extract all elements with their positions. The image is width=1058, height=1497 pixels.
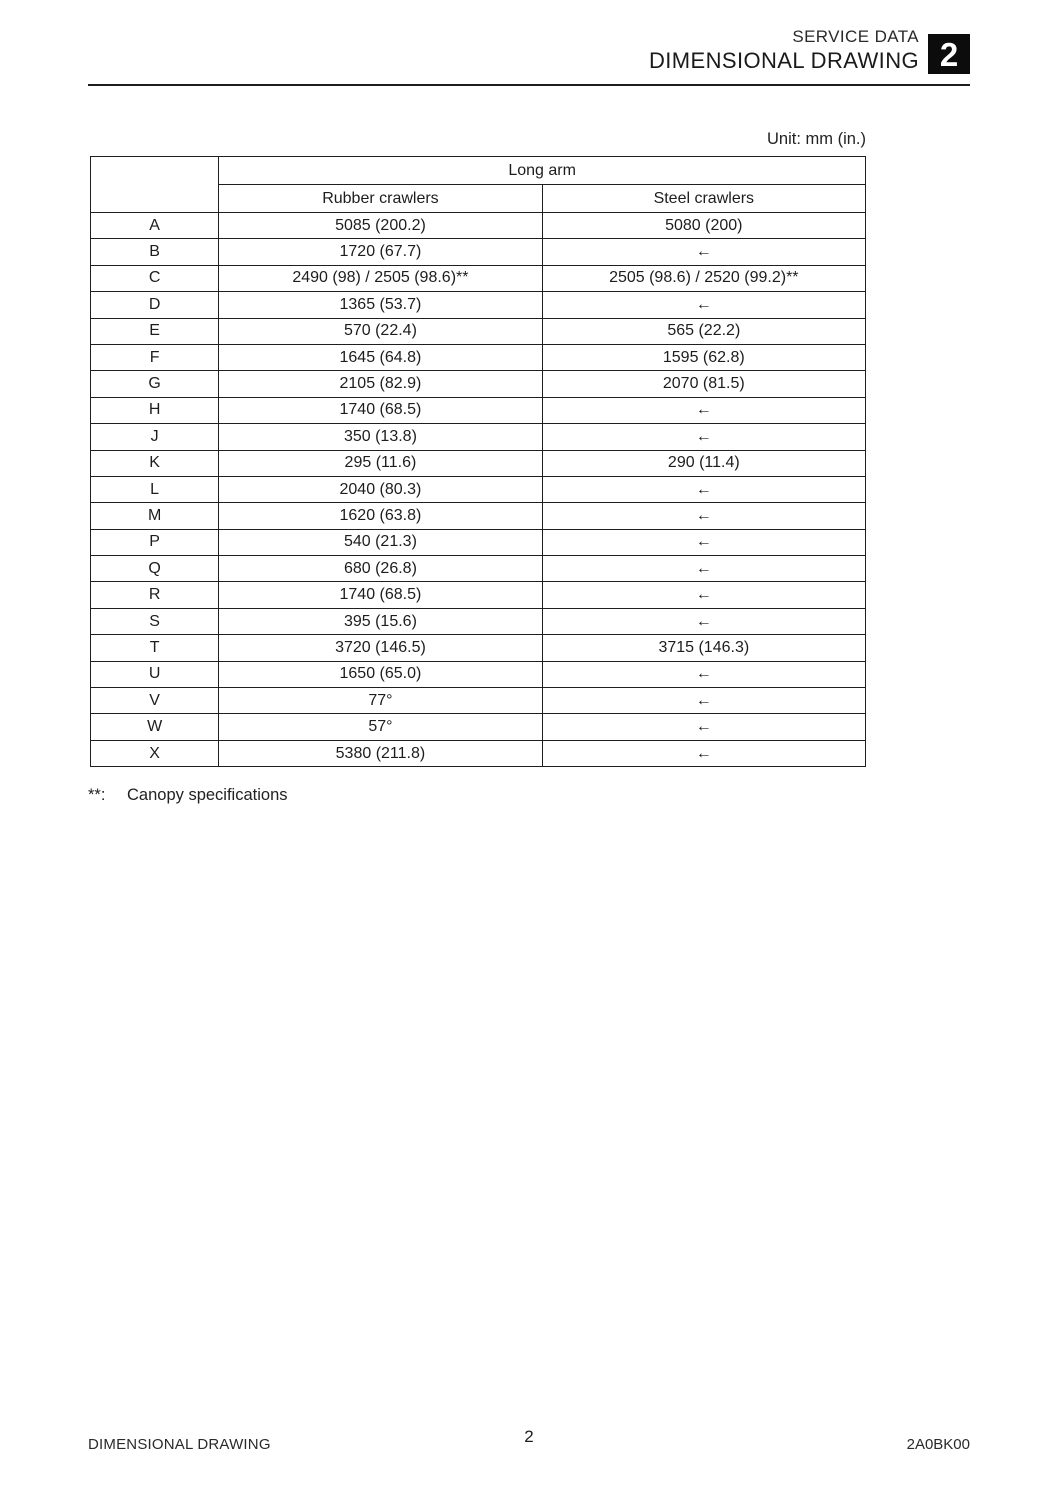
page-number: 2 xyxy=(524,1427,534,1446)
table-row xyxy=(91,688,866,714)
steel-crawlers-value: ← xyxy=(542,661,865,687)
rubber-crawlers-value: 1365 (53.7) xyxy=(219,292,542,318)
steel-crawlers-value: 2070 (81.5) xyxy=(542,371,865,397)
document-header xyxy=(649,27,970,74)
row-label: R xyxy=(91,582,219,608)
steel-crawlers-value: ← xyxy=(542,503,865,529)
steel-crawlers-value: ← xyxy=(542,714,865,740)
steel-crawlers-value: ← xyxy=(542,424,865,450)
rubber-crawlers-value: 57° xyxy=(219,714,542,740)
steel-crawlers-value: ← xyxy=(542,239,865,265)
column-header-steel: Steel crawlers xyxy=(542,185,865,213)
rubber-crawlers-value: 5085 (200.2) xyxy=(219,213,542,239)
table-row xyxy=(91,529,866,555)
table-row xyxy=(91,503,866,529)
rubber-crawlers-value: 77° xyxy=(219,688,542,714)
row-label: K xyxy=(91,450,219,476)
table-row xyxy=(91,213,866,239)
steel-crawlers-value: ← xyxy=(542,397,865,423)
row-label: G xyxy=(91,371,219,397)
table-row xyxy=(91,714,866,740)
table-row xyxy=(91,476,866,502)
row-label: H xyxy=(91,397,219,423)
unit-label: Unit: mm (in.) xyxy=(767,130,866,148)
steel-crawlers-value: 290 (11.4) xyxy=(542,450,865,476)
steel-crawlers-value: ← xyxy=(542,556,865,582)
row-label: S xyxy=(91,608,219,634)
rubber-crawlers-value: 1645 (64.8) xyxy=(219,344,542,370)
dimension-table-header xyxy=(91,157,866,213)
steel-crawlers-value: 1595 (62.8) xyxy=(542,344,865,370)
footnote-marker: **: xyxy=(88,786,106,804)
table-row xyxy=(91,371,866,397)
rubber-crawlers-value: 3720 (146.5) xyxy=(219,635,542,661)
steel-crawlers-value: ← xyxy=(542,740,865,766)
rubber-crawlers-value: 570 (22.4) xyxy=(219,318,542,344)
corner-cell xyxy=(91,157,219,213)
header-text-block xyxy=(649,27,919,74)
rubber-crawlers-value: 1720 (67.7) xyxy=(219,239,542,265)
row-label: M xyxy=(91,503,219,529)
rubber-crawlers-value: 1650 (65.0) xyxy=(219,661,542,687)
rubber-crawlers-value: 5380 (211.8) xyxy=(219,740,542,766)
row-label: B xyxy=(91,239,219,265)
footer-section-title: DIMENSIONAL DRAWING xyxy=(88,1436,271,1453)
table-row xyxy=(91,292,866,318)
steel-crawlers-value: 565 (22.2) xyxy=(542,318,865,344)
row-label: L xyxy=(91,476,219,502)
row-label: Q xyxy=(91,556,219,582)
steel-crawlers-value: ← xyxy=(542,688,865,714)
group-header-row xyxy=(91,157,866,185)
table-row xyxy=(91,556,866,582)
dimension-table xyxy=(90,156,866,767)
row-label: F xyxy=(91,344,219,370)
rubber-crawlers-value: 1620 (63.8) xyxy=(219,503,542,529)
rubber-crawlers-value: 2040 (80.3) xyxy=(219,476,542,502)
footnote-text: Canopy specifications xyxy=(127,786,288,804)
group-header-cell: Long arm xyxy=(219,157,866,185)
rubber-crawlers-value: 395 (15.6) xyxy=(219,608,542,634)
chapter-number: 2 xyxy=(939,35,959,73)
row-label: T xyxy=(91,635,219,661)
rubber-crawlers-value: 680 (26.8) xyxy=(219,556,542,582)
chapter-number-badge xyxy=(928,34,970,74)
table-row xyxy=(91,608,866,634)
rubber-crawlers-value: 2490 (98) / 2505 (98.6)** xyxy=(219,265,542,291)
table-row xyxy=(91,635,866,661)
steel-crawlers-value: ← xyxy=(542,529,865,555)
rubber-crawlers-value: 540 (21.3) xyxy=(219,529,542,555)
row-label: P xyxy=(91,529,219,555)
table-row xyxy=(91,344,866,370)
row-label: J xyxy=(91,424,219,450)
row-label: X xyxy=(91,740,219,766)
row-label: C xyxy=(91,265,219,291)
column-header-rubber: Rubber crawlers xyxy=(219,185,542,213)
steel-crawlers-value: ← xyxy=(542,476,865,502)
row-label: A xyxy=(91,213,219,239)
rubber-crawlers-value: 295 (11.6) xyxy=(219,450,542,476)
table-row xyxy=(91,740,866,766)
steel-crawlers-value: ← xyxy=(542,292,865,318)
table-row xyxy=(91,265,866,291)
steel-crawlers-value: 2505 (98.6) / 2520 (99.2)** xyxy=(542,265,865,291)
steel-crawlers-value: 3715 (146.3) xyxy=(542,635,865,661)
table-row xyxy=(91,424,866,450)
table-row xyxy=(91,582,866,608)
table-row xyxy=(91,318,866,344)
page-title: DIMENSIONAL DRAWING xyxy=(649,48,919,73)
rubber-crawlers-value: 2105 (82.9) xyxy=(219,371,542,397)
row-label: V xyxy=(91,688,219,714)
header-section-label: SERVICE DATA xyxy=(792,27,919,46)
steel-crawlers-value: ← xyxy=(542,582,865,608)
row-label: W xyxy=(91,714,219,740)
rubber-crawlers-value: 350 (13.8) xyxy=(219,424,542,450)
table-row xyxy=(91,397,866,423)
footnote xyxy=(88,786,288,805)
steel-crawlers-value: 5080 (200) xyxy=(542,213,865,239)
row-label: U xyxy=(91,661,219,687)
rubber-crawlers-value: 1740 (68.5) xyxy=(219,397,542,423)
steel-crawlers-value: ← xyxy=(542,608,865,634)
row-label: E xyxy=(91,318,219,344)
rubber-crawlers-value: 1740 (68.5) xyxy=(219,582,542,608)
dimension-table-body xyxy=(91,213,866,767)
table-row xyxy=(91,239,866,265)
table-row xyxy=(91,450,866,476)
header-rule xyxy=(88,84,970,86)
table-row xyxy=(91,661,866,687)
row-label: D xyxy=(91,292,219,318)
document-code: 2A0BK00 xyxy=(906,1436,970,1453)
